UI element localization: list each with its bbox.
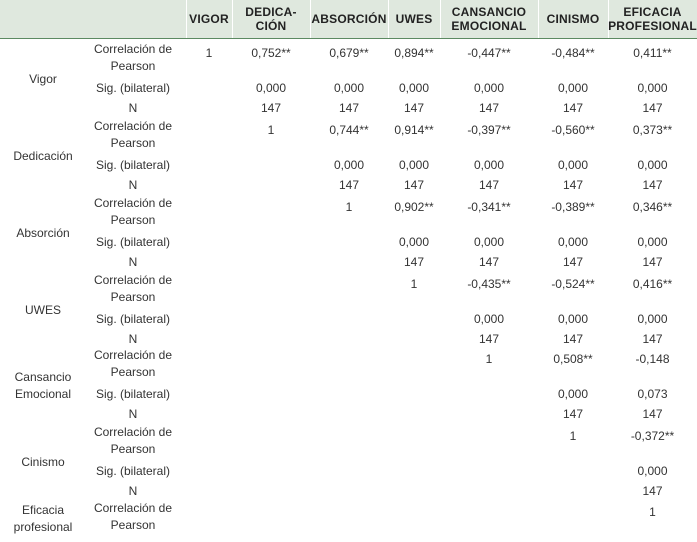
n-value: 147 [642,101,663,115]
sig-value: 0,000 [557,81,589,95]
stat-label-n: N [128,484,138,498]
pearson-value: -0,560** [551,123,595,137]
n-value: 147 [642,255,663,269]
variable-label: Absorción [16,226,70,240]
sig-value: 0,000 [473,312,505,326]
stat-label-pearson: Correlación de Pearson [93,196,173,227]
n-value: 147 [338,178,360,192]
stat-label-sig: Sig. (bilateral) [95,235,171,249]
n-value: 147 [562,255,584,269]
n-value: 147 [403,178,425,192]
pearson-value: 0,744** [329,123,369,137]
variable-label: Vigor [29,72,57,86]
n-value: 147 [403,101,425,115]
sig-value: 0,000 [398,235,430,249]
stat-label-pearson: Correlación de Pearson [93,501,173,532]
pearson-value: 1 [485,352,493,366]
pearson-value: -0,397** [467,123,511,137]
pearson-value: 1 [410,277,418,291]
stat-label-sig: Sig. (bilateral) [95,81,171,95]
n-value: 147 [562,178,584,192]
n-value: 147 [478,255,500,269]
pearson-value: -0,447** [467,46,511,60]
variable-label: Eficacia profesional [13,503,73,534]
pearson-value: 0,902** [394,200,434,214]
stat-label-pearson: Correlación de Pearson [93,42,173,73]
n-value: 147 [642,407,663,421]
sig-value: 0,000 [637,235,668,249]
pearson-value: 0,679** [329,46,369,60]
n-value: 147 [478,101,500,115]
sig-value: 0,000 [333,81,365,95]
n-value: 147 [403,255,425,269]
column-header-uwes: UWES [395,12,433,26]
sig-value: 0,000 [398,81,430,95]
stat-label-n: N [128,101,138,115]
stat-label-sig: Sig. (bilateral) [95,312,171,326]
stat-label-n: N [128,178,138,192]
pearson-value: -0,148 [635,352,670,366]
n-value: 147 [338,101,360,115]
sig-value: 0,000 [637,464,668,478]
table-header [0,0,697,39]
stat-label-sig: Sig. (bilateral) [95,387,171,401]
pearson-value: 0,894** [394,46,434,60]
sig-value: 0,000 [398,158,430,172]
column-header-dedicacion: DEDICA- CIÓN [245,5,297,33]
pearson-value: 1 [569,429,577,443]
stat-label-sig: Sig. (bilateral) [95,464,171,478]
sig-value: 0,000 [557,387,589,401]
stat-label-pearson: Correlación de Pearson [93,425,173,456]
pearson-value: 1 [267,123,275,137]
n-value: 147 [642,332,663,346]
stat-label-pearson: Correlación de Pearson [93,348,173,379]
pearson-value: 0,752** [251,46,291,60]
pearson-value: 1 [345,200,353,214]
sig-value: 0,000 [637,81,668,95]
variable-label: Cinismo [21,455,65,469]
column-header-eficacia-profesional: EFICACIA PROFESIONAL [608,5,697,33]
sig-value: 0,000 [637,312,668,326]
n-value: 147 [642,484,663,498]
pearson-value: 0,508** [553,352,593,366]
pearson-value: 0,346** [632,200,673,214]
sig-value: 0,000 [473,81,505,95]
stat-label-n: N [128,332,138,346]
sig-value: 0,000 [637,158,668,172]
column-header-cansancio-emocional: CANSANCIO EMOCIONAL [451,5,527,33]
variable-label: Dedicación [13,149,73,163]
pearson-value: -0,389** [551,200,595,214]
n-value: 147 [562,332,584,346]
pearson-value: 0,416** [632,277,673,291]
stat-label-n: N [128,255,138,269]
stat-label-sig: Sig. (bilateral) [95,158,171,172]
pearson-value: 0,373** [632,123,673,137]
sig-value: 0,000 [557,158,589,172]
pearson-value: 0,411** [633,46,672,60]
stat-label-pearson: Correlación de Pearson [93,273,173,304]
n-value: 147 [260,101,282,115]
stat-label-n: N [128,407,138,421]
n-value: 147 [642,178,663,192]
sig-value: 0,000 [473,235,505,249]
sig-value: 0,000 [473,158,505,172]
stat-label-pearson: Correlación de Pearson [93,119,173,150]
n-value: 147 [562,101,584,115]
pearson-value: -0,341** [467,200,511,214]
variable-label: Cansancio Emocional [14,369,72,401]
pearson-value: 0,914** [394,123,434,137]
column-header-cinismo: CINISMO [546,12,600,26]
n-value: 147 [478,332,500,346]
column-header-vigor: VIGOR [189,12,229,26]
pearson-value: -0,372** [630,429,675,443]
sig-value: 0,000 [557,312,589,326]
column-header-absorcion: ABSORCIÓN [311,12,387,26]
sig-value: 0,000 [333,158,365,172]
pearson-value: -0,435** [467,277,511,291]
n-value: 147 [562,407,584,421]
n-value: 147 [478,178,500,192]
variable-label: UWES [25,303,61,317]
sig-value: 0,073 [637,387,668,401]
sig-value: 0,000 [255,81,287,95]
sig-value: 0,000 [557,235,589,249]
pearson-value: -0,524** [551,277,595,291]
pearson-value: 1 [205,46,213,60]
pearson-value: 1 [649,505,656,519]
pearson-value: -0,484** [551,46,595,60]
